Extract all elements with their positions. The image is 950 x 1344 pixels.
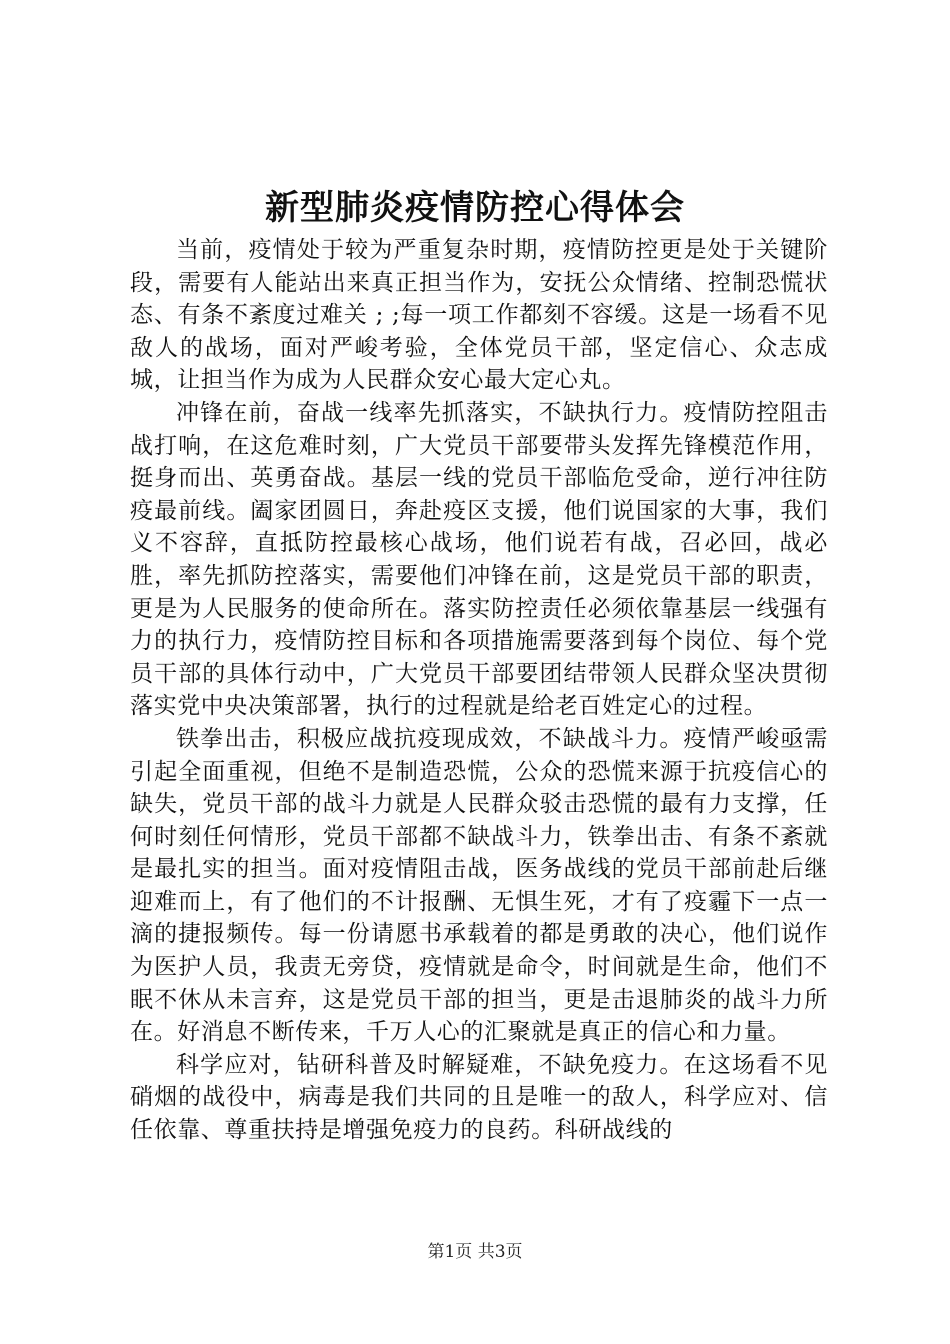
paragraph-combat: 铁拳出击，积极应战抗疫现成效，不缺战斗力。疫情严峻亟需引起全面重视，但绝不是制造恐慌，公众的恐慌来源于抗疫信心的缺失，党员干部的战斗力就是人民群众驳击恐慌的最有力支撑，任何时刻任何情形，党员干部都不缺战斗力，铁拳出击、有条不紊就是最扎实的担当。面对疫情阻击战，医务战线的党员干部前赴后继迎难而上，有了他们的不计报酬、无惧生死，才有了疫霾下一点一滴的捷报频传。每一份请愿书承载着的都是勇敢的决心，他们说作为医护人员，我责无旁贷，疫情就是命令，时间就是生命，他们不眠不休从未言弃，这是党员干部的担当，更是击退肺炎的战斗力所在。好消息不断传来，千万人心的汇聚就是真正的信心和力量。: [130, 725, 828, 1046]
document-title: 新型肺炎疫情防控心得体会: [265, 188, 685, 228]
document-body: [130, 234, 828, 1147]
paragraph-intro: 当前，疫情处于较为严重复杂时期，疫情防控更是处于关键阶段，需要有人能站出来真正担当作为，安抚公众情绪、控制恐慌状态、有条不紊度过难关 ; ;每一项工作都刻不容缓。这是一场看不见敌人的战场，面对严峻考验，全体党员干部，坚定信心、众志成城，让担当作为成为人民群众安心最大定心丸。: [130, 237, 828, 394]
paragraph-science: 科学应对，钻研科普及时解疑难，不缺免疫力。在这场看不见硝烟的战役中，病毒是我们共同的且是唯一的敌人，科学应对、信任依靠、尊重扶持是增强免疫力的良药。科研战线的: [130, 1051, 828, 1144]
page-number-footer: 第1页 共3页: [427, 1242, 523, 1262]
paragraph-execution: 冲锋在前，奋战一线率先抓落实，不缺执行力。疫情防控阻击战打响，在这危难时刻，广大党员干部要带头发挥先锋模范作用，挺身而出、英勇奋战。基层一线的党员干部临危受命，逆行冲往防疫最前线。阖家团圆日，奔赴疫区支援，他们说国家的大事，我们义不容辞，直抵防控最核心战场，他们说若有战，召必回，战必胜，率先抓防控落实，需要他们冲锋在前，这是党员干部的职责，更是为人民服务的使命所在。落实防控责任必须依靠基层一线强有力的执行力，疫情防控目标和各项措施需要落到每个岗位、每个党员干部的具体行动中，广大党员干部要团结带领人民群众坚决贯彻落实党中央决策部署，执行的过程就是给老百姓定心的过程。: [130, 399, 828, 720]
